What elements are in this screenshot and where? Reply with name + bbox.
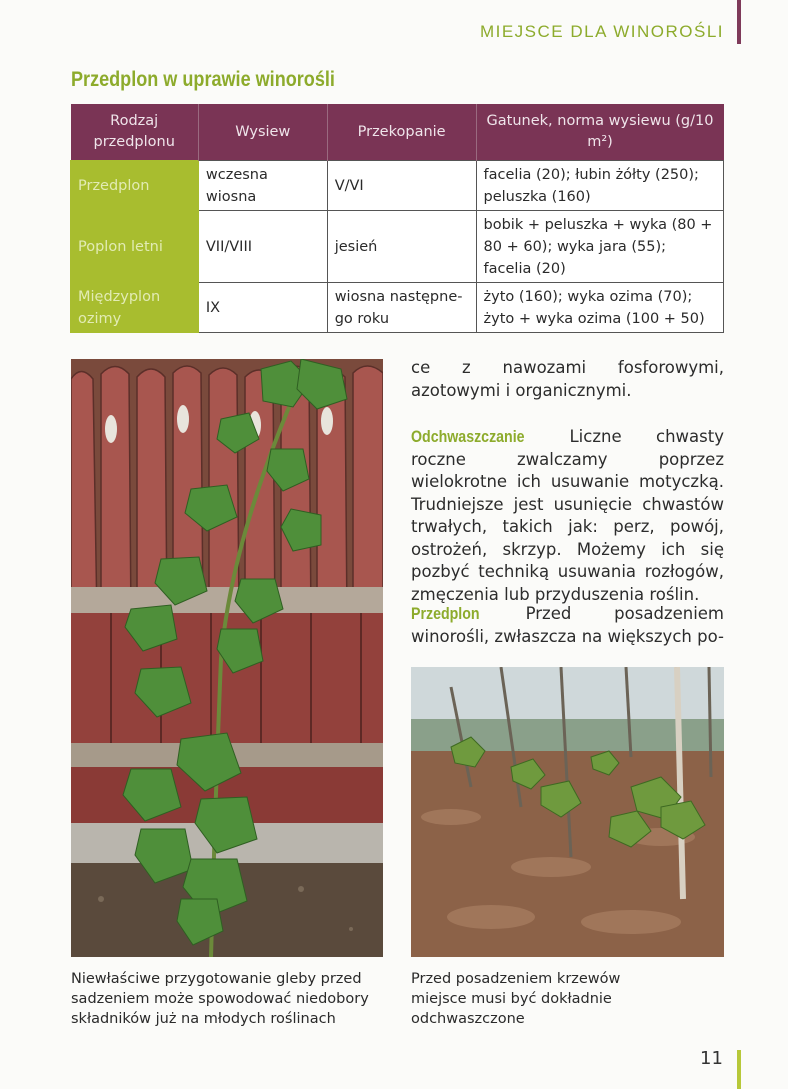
row-type: Poplon letni [71,211,199,283]
section-title: Przedplon w uprawie winorośli [71,68,335,91]
page-number: 11 [700,1048,723,1069]
row-digging: wiosna następne-go roku [327,283,476,333]
row-species: bobik + peluszka + wyka (80 + 80 + 60); wyka jara (55); facelia (20) [476,211,723,283]
header-accent-bar [737,0,741,44]
column-header: Gatunek, norma wysiewu (g/10 m²) [476,104,723,161]
lead-preceding-crop: Przedplon [411,605,480,623]
vine-fence-illustration [71,359,383,957]
lead-weeding: Odchwaszczanie [411,428,525,446]
row-type: Przedplon [71,161,199,211]
row-species: facelia (20); łubin żółty (250); peluszka (160) [476,161,723,211]
running-head: MIEJSCE DLA WINOROŚLI [479,22,724,41]
paragraph-preceding-crop [411,603,724,648]
photo-vine-by-fence [71,359,383,957]
row-sowing: IX [198,283,327,333]
paragraph-weeding-text: Liczne chwasty roczne zwalczamy poprzez wielokrotne ich usuwanie motyczką. Trudniejsze jest usunięcie chwastów trwałych, takich jak: perz, powój, ostrożeń, skrzyp. Możemy ich się pozbyć techniką usuwania rozłogów, zmęczenia lub przyduszenia roślin. [411,427,724,604]
row-sowing: VII/VIII [198,211,327,283]
table-row [71,161,724,211]
table-header-row [71,104,724,161]
paragraph-continuation: ce z nawozami fosforowymi, azotowymi i organicznymi. [411,358,724,400]
table-row [71,211,724,283]
row-digging: jesień [327,211,476,283]
sowing-table [70,104,724,333]
row-species: żyto (160); wyka ozima (70); żyto + wyka ozima (100 + 50) [476,283,723,333]
table-row [71,283,724,333]
caption-left: Niewłaściwe przygotowanie gleby przed sadzeniem może spowodować niedobory składników już na młodych roślinach [71,971,369,1027]
row-digging: V/VI [327,161,476,211]
footer-accent-bar [737,1050,741,1089]
column-header: Rodzaj przedplonu [71,104,199,161]
photo-vineyard-field [411,667,724,957]
row-type: Międzyplon ozimy [71,283,199,333]
column-header: Wysiew [198,104,327,161]
paragraph-weeding [411,426,724,606]
paragraph-preceding-crop-text: Przed posadzeniem winorośli, zwłaszcza na większych po- [411,604,724,646]
column-header: Przekopanie [327,104,476,161]
vineyard-illustration [411,667,724,957]
caption-right: Przed posadzeniem krzewów miejsce musi być dokładnie odchwaszczone [411,971,621,1027]
row-sowing: wczesna wiosna [198,161,327,211]
